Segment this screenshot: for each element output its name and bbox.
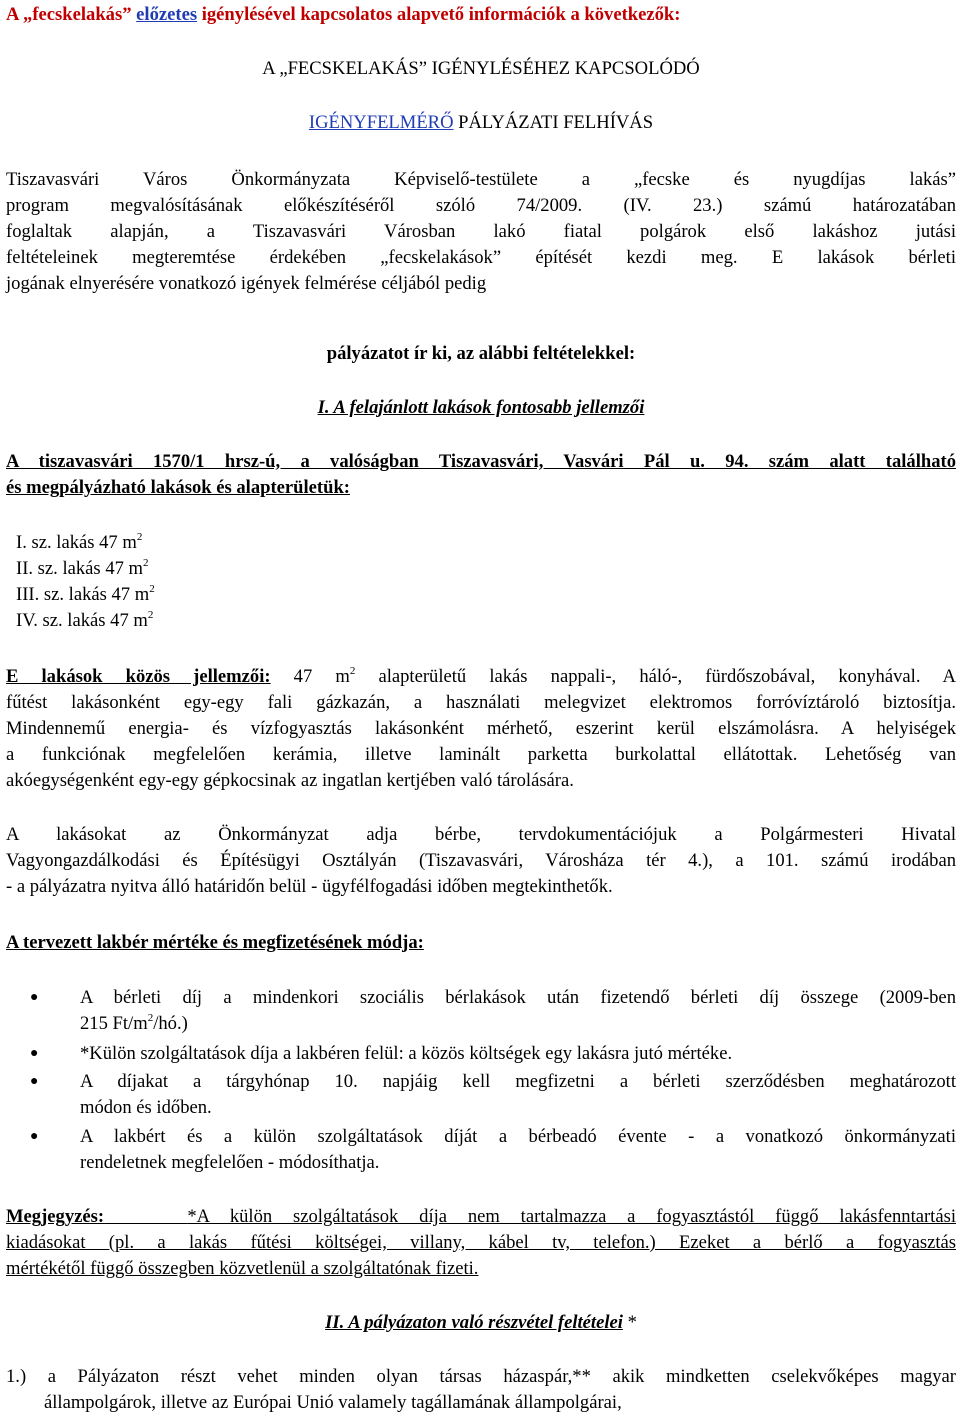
- intro-line: Tiszavasvári Város Önkormányzata Képviselő-testülete a „fecske és nyugdíjas lakás”: [6, 169, 956, 190]
- title-underlined-word: IGÉNYFELMÉRŐ: [308, 112, 454, 133]
- intro-line: jogának elnyerésére vonatkozó igények felmérése céljából pedig: [6, 273, 487, 294]
- common-features-label: E lakások közös jellemzői:: [6, 666, 271, 687]
- note-label: Megjegyzés:: [6, 1206, 105, 1227]
- announcement-title-line1: A „FECSKELAKÁS” IGÉNYLÉSÉHEZ KAPCSOLÓDÓ: [262, 58, 700, 79]
- heading-suffix: igénylésével kapcsolatos alapvető információk a következők:: [197, 4, 681, 25]
- rental-info-line: A lakásokat az Önkormányzat adja bérbe, tervdokumentációjuk a Polgármesteri Hivatal: [6, 824, 956, 845]
- bullet-dot-icon: ●: [30, 1074, 39, 1089]
- bullet-text: A bérleti díj a mindenkori szociális bérlakások után fizetendő bérleti díj összege (2009-ben 215 $Ft/m^2/hó$.): [80, 987, 956, 1034]
- common-features-paragraph: [6, 664, 956, 794]
- common-features-line: a funkciónak megfelelően kerámia, illetve laminált parketta burkolattal ellátottak. Lehetőség van: [6, 744, 956, 765]
- bullet-text: A díjakat a tárgyhónap 10. napjáig kell megfizetni a bérleti szerződésben meghatározott módon és időben.: [80, 1071, 956, 1118]
- intro-line: feltételeinek megteremtése érdekében „fecskelakások” építését kezdi meg. E lakások bérleti: [6, 247, 956, 268]
- address-line: A tiszavasvári 1570/1 hrsz-ú, a valóságban Tiszavasvári, Vasvári Pál u. 94. szám alatt található: [6, 451, 956, 472]
- common-features-line: E lakások közös jellemzői: 47 $m^2$ alapterületű lakás nappali-, háló-, fürdőszobával, konyhával. A: [6, 665, 956, 687]
- announcement-title-line2: [6, 110, 956, 136]
- common-features-line: akóegységenként egy-egy gépkocsinak az ingatlan kertjében való tárolására.: [6, 770, 574, 791]
- rent-bullet-list: [6, 985, 956, 1175]
- section-1-title: I. A felajánlott lakások fontosabb jellemzői: [317, 397, 645, 418]
- bullet-dot-icon: ●: [30, 1046, 39, 1061]
- section-2-title: II. A pályázaton való részvétel feltételei *: [325, 1312, 637, 1333]
- bullet-text: *Külön szolgáltatások díja a lakbéren felül: a közös költségek egy lakásra jutó mértéke.: [80, 1043, 733, 1064]
- bullet-dot-icon: ●: [30, 990, 39, 1005]
- common-features-line: fűtést lakásonként egy-egy fali gázkazán, a használati melegvizet elektromos forróvíztároló biztosítja.: [6, 692, 956, 713]
- apartment-list: [16, 530, 960, 634]
- rental-info-line: Vagyongazdálkodási és Építésügyi Osztályán (Tiszavasvári, Városháza tér 4.), a 101. számú irodában: [6, 850, 956, 871]
- address-paragraph: [6, 449, 956, 501]
- intro-line: program megvalósításának előkészítéséről szóló 74/2009. (IV. 23.) számú határozatában: [6, 195, 956, 216]
- heading-prefix: A „fecskelakás”: [6, 4, 137, 25]
- call-statement: pályázatot ír ki, az alábbi feltételekkel:: [326, 343, 636, 364]
- bullet-dot-icon: ●: [30, 1129, 39, 1144]
- apartment-item: I. sz. lakás 47 $m^2$: [16, 531, 143, 553]
- intro-line: foglaltak alapján, a Tiszavasvári Városban lakó fiatal polgárok első lakáshoz jutási: [6, 221, 956, 242]
- document-heading: [6, 2, 956, 28]
- intro-paragraph: [6, 167, 956, 297]
- heading-underlined-word: előzetes: [136, 4, 198, 25]
- apartment-item: II. sz. lakás 47 $m^2$: [16, 557, 149, 579]
- title-rest: PÁLYÁZATI FELHÍVÁS: [453, 112, 654, 133]
- condition-1-paragraph: 1.) a Pályázaton részt vehet minden olyan társas házaspár,** akik mindketten cselekvőképes magyar állampolgárok, illetve az Európai Unió valamely tagállamának állampolgárai,: [6, 1366, 956, 1413]
- note-paragraph: Megjegyzés: *A külön szolgáltatások díja nem tartalmazza a fogyasztástól függő lakásfenntartási kiadásokat (pl. a lakás fűtési költségei, villany, kábel tv, telefon.) Ezeket a bérlő a fogyasztás mértékétől függő összegben közvetlenül a szolgáltatónak fizeti.: [6, 1206, 956, 1279]
- rental-info-line: - a pályázatra nyitva álló határidőn belül - ügyfélfogadási időben megtekinthetők.: [6, 876, 613, 897]
- apartment-item: IV. sz. lakás 47 $m^2$: [16, 609, 154, 631]
- rent-section-title: A tervezett lakbér mértéke és megfizetésének módja:: [6, 932, 424, 953]
- apartment-item: III. sz. lakás 47 $m^2$: [16, 583, 155, 605]
- address-line: és megpályázható lakások és alapterületük:: [6, 477, 350, 498]
- bullet-text: A lakbért és a külön szolgáltatások díját a bérbeadó évente - a vonatkozó önkormányzati rendeletnek megfelelően - módosíthatja.: [80, 1126, 956, 1173]
- rental-info-paragraph: [6, 822, 956, 900]
- common-features-line: Mindennemű energia- és vízfogyasztás lakásonként mérhető, eszerint kerül elszámolásra. A helyiségek: [6, 718, 956, 739]
